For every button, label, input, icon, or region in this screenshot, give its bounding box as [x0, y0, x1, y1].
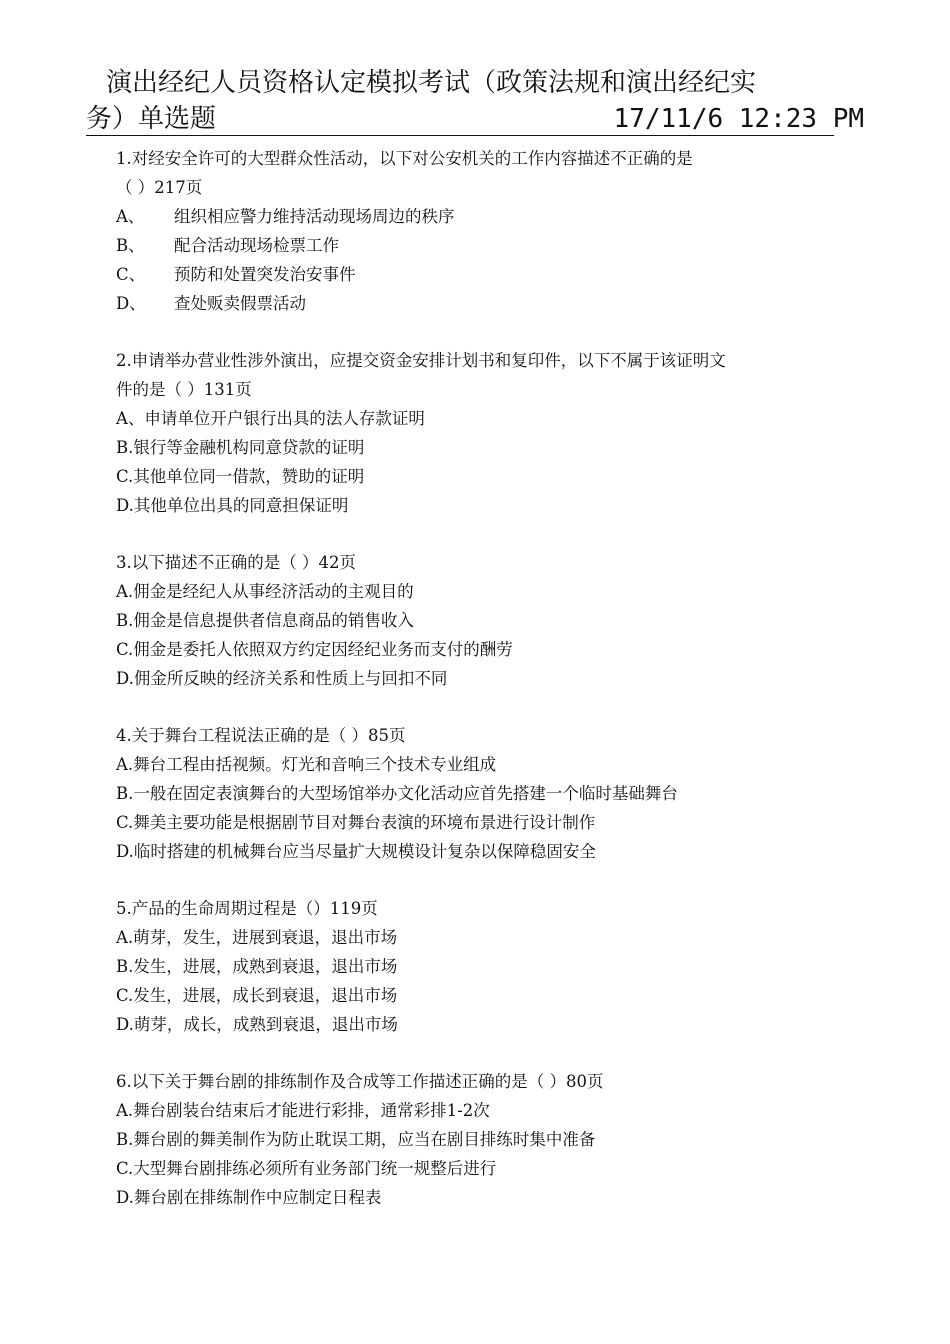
option-mark: B. [116, 957, 134, 976]
option-mark: B. [116, 611, 134, 630]
option-c [116, 1154, 846, 1183]
option-a [116, 404, 846, 433]
question-stem [116, 894, 846, 923]
option-text: 舞台剧的舞美制作为防止耽误工期，应当在剧目排练时集中准备 [133, 1130, 596, 1149]
question-stem-line: 4.关于舞台工程说法正确的是（ ）85页 [116, 726, 406, 745]
option-mark: C. [116, 813, 134, 832]
document-title-line-2-row [86, 102, 864, 136]
option-text: 临时搭建的机械舞台应当尽量扩大规模设计复杂以保障稳固安全 [133, 842, 596, 861]
question-stem-line: 件的是（ ）131页 [116, 380, 252, 399]
option-b [116, 779, 846, 808]
question-stem-line: 6.以下关于舞台剧的排练制作及合成等工作描述正确的是（ ）80页 [116, 1072, 604, 1091]
option-text: 一般在固定表演舞台的大型场馆举办文化活动应首先搭建一个临时基础舞台 [133, 784, 678, 803]
question-stem [116, 144, 846, 202]
option-mark: D. [116, 842, 134, 861]
option-text: 配合活动现场检票工作 [174, 236, 339, 255]
question-stem-line: 3.以下描述不正确的是（ ）42页 [116, 553, 356, 572]
option-text: 其他单位同一借款，赞助的证明 [133, 467, 365, 486]
option-text: 预防和处置突发治安事件 [174, 265, 356, 284]
option-a [116, 750, 846, 779]
option-c [116, 981, 846, 1010]
option-mark: A. [116, 928, 134, 947]
option-mark: D. [116, 1188, 134, 1207]
option-text: 舞台工程由括视频。灯光和音响三个技术专业组成 [133, 755, 497, 774]
question-stem-line: （ ）217页 [116, 178, 203, 197]
option-d [116, 837, 846, 866]
option-text: 萌芽，发生，进展到衰退，退出市场 [133, 928, 398, 947]
option-b [116, 231, 846, 260]
option-text: 萌芽，成长，成熟到衰退，退出市场 [133, 1015, 398, 1034]
option-text: 舞台剧装台结束后才能进行彩排，通常彩排1-2次 [133, 1101, 490, 1120]
question-list [116, 144, 846, 1240]
option-d [116, 491, 846, 520]
question-stem [116, 1067, 846, 1096]
option-a [116, 577, 846, 606]
option-a [116, 202, 846, 231]
option-mark: B. [116, 1130, 134, 1149]
question-3 [116, 548, 846, 693]
document-title-line-1: 演出经纪人员资格认定模拟考试（政策法规和演出经纪实 [106, 68, 757, 98]
option-b [116, 433, 846, 462]
option-mark: C. [116, 467, 134, 486]
question-5 [116, 894, 846, 1039]
option-a [116, 923, 846, 952]
question-6 [116, 1067, 846, 1212]
option-mark: B、 [116, 236, 145, 255]
option-text: 申请单位开户银行出具的法人存款证明 [144, 409, 425, 428]
option-mark: D. [116, 1015, 134, 1034]
option-text: 大型舞台剧排练必须所有业务部门统一规整后进行 [133, 1159, 497, 1178]
option-mark: A. [116, 1101, 134, 1120]
option-d [116, 1183, 846, 1212]
option-text: 佣金是经纪人从事经济活动的主观目的 [133, 582, 414, 601]
option-text: 发生，进展，成长到衰退，退出市场 [133, 986, 398, 1005]
option-c [116, 260, 846, 289]
option-text: 佣金是委托人依照双方约定因经纪业务而支付的酬劳 [133, 640, 513, 659]
header-rule [86, 135, 834, 136]
option-c [116, 808, 846, 837]
option-b [116, 1125, 846, 1154]
option-text: 银行等金融机构同意贷款的证明 [133, 438, 365, 457]
option-b [116, 606, 846, 635]
document-title-line-2: 务）单选题 [86, 104, 217, 134]
option-mark: A. [116, 755, 134, 774]
option-mark: D. [116, 669, 134, 688]
question-2 [116, 346, 846, 520]
option-mark: C. [116, 986, 134, 1005]
option-text: 佣金是信息提供者信息商品的销售收入 [133, 611, 414, 630]
option-mark: C. [116, 640, 134, 659]
question-stem [116, 548, 846, 577]
option-text: 其他单位出具的同意担保证明 [133, 496, 349, 515]
option-mark: D、 [116, 294, 146, 313]
question-stem-line: 5.产品的生命周期过程是（）119页 [116, 899, 378, 918]
option-d [116, 1010, 846, 1039]
option-text: 发生，进展，成熟到衰退，退出市场 [133, 957, 398, 976]
option-text: 佣金所反映的经济关系和性质上与回扣不同 [133, 669, 448, 688]
print-timestamp: 17/11/6 12:23 PM [613, 104, 864, 134]
option-mark: A. [116, 582, 134, 601]
option-mark: D. [116, 496, 134, 515]
option-mark: C. [116, 1159, 134, 1178]
option-text: 查处贩卖假票活动 [174, 294, 306, 313]
option-mark: A、 [116, 409, 145, 428]
question-4 [116, 721, 846, 866]
option-text: 组织相应警力维持活动现场周边的秩序 [174, 207, 455, 226]
question-stem [116, 721, 846, 750]
option-d [116, 289, 846, 318]
option-text: 舞美主要功能是根据剧节目对舞台表演的环境布景进行设计制作 [133, 813, 596, 832]
question-stem-line: 2.申请举办营业性涉外演出，应提交资金安排计划书和复印件，以下不属于该证明文 [116, 351, 726, 370]
option-mark: C、 [116, 265, 146, 284]
option-c [116, 635, 846, 664]
option-c [116, 462, 846, 491]
option-mark: A、 [116, 207, 145, 226]
question-stem-line: 1.对经安全许可的大型群众性活动，以下对公安机关的工作内容描述不正确的是 [116, 149, 693, 168]
option-mark: B. [116, 438, 134, 457]
option-mark: B. [116, 784, 134, 803]
option-text: 舞台剧在排练制作中应制定日程表 [133, 1188, 382, 1207]
question-1 [116, 144, 846, 318]
option-b [116, 952, 846, 981]
option-d [116, 664, 846, 693]
question-stem [116, 346, 846, 404]
option-a [116, 1096, 846, 1125]
